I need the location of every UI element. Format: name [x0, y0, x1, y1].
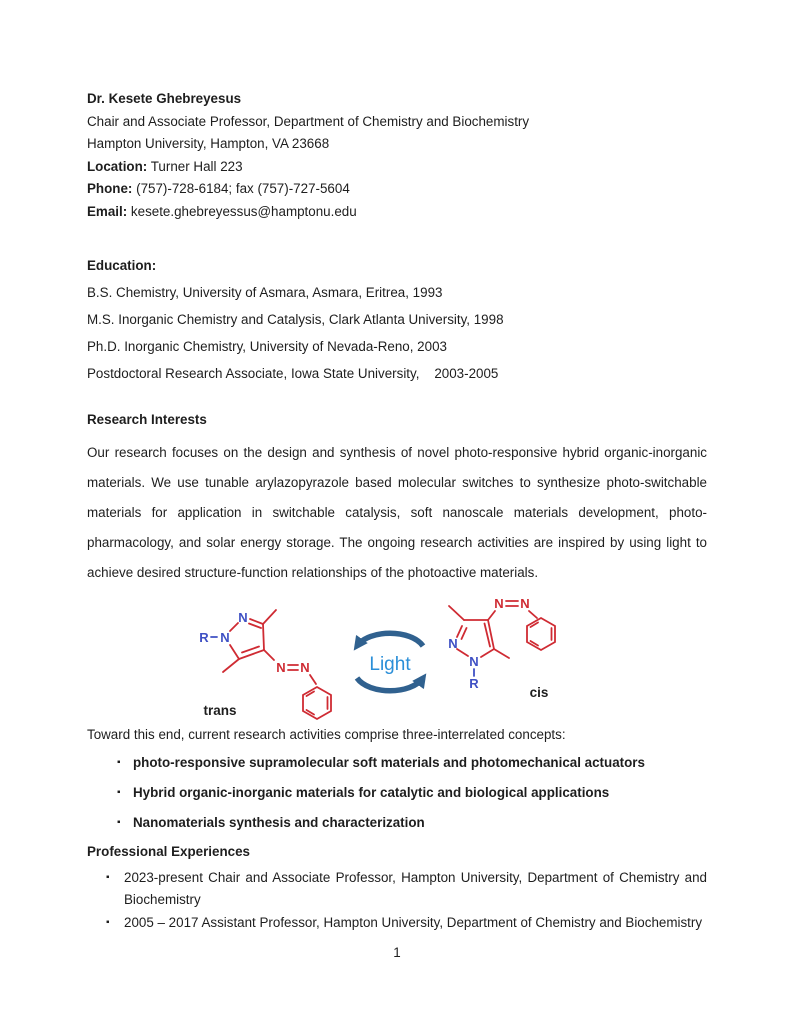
atom-n-label: N — [520, 596, 530, 611]
location-label: Location: — [87, 158, 148, 174]
education-item: M.S. Inorganic Chemistry and Catalysis, Clark Atlanta University, 1998 — [87, 312, 504, 327]
education-section — [87, 252, 707, 387]
bullet-icon: ▪ — [117, 817, 121, 828]
experience-item — [87, 912, 707, 935]
atom-r-label: R — [199, 630, 209, 645]
phone-value: (757)-728-6184; fax (757)-727-5604 — [136, 181, 350, 196]
atom-n-label: N — [276, 660, 286, 675]
light-cycle-arrows — [357, 633, 423, 691]
atom-n-label: N — [448, 636, 458, 651]
trans-structure — [199, 610, 331, 719]
experience-item — [87, 867, 707, 912]
education-item: Postdoctoral Research Associate, Iowa State University, 2003-2005 — [87, 366, 499, 381]
atom-n-label: N — [238, 610, 248, 625]
concept-text: photo-responsive supramolecular soft materials and photomechanical actuators — [133, 755, 645, 770]
education-heading: Education: — [87, 258, 157, 273]
education-item: Ph.D. Inorganic Chemistry, University of Nevada-Reno, 2003 — [87, 339, 447, 354]
atom-n-label: N — [300, 660, 310, 675]
person-title: Chair and Associate Professor, Department of Chemistry and Biochemistry — [87, 113, 530, 129]
bullet-icon: ▪ — [117, 757, 121, 768]
bullet-icon: ▪ — [117, 787, 121, 798]
atom-n-label: N — [469, 654, 479, 669]
concept-text: Nanomaterials synthesis and characterization — [133, 815, 425, 830]
photoswitch-figure — [151, 590, 707, 722]
concept-item — [87, 778, 707, 808]
bullet-icon: ▪ — [106, 916, 110, 928]
person-name: Dr. Kesete Ghebreyesus — [87, 91, 242, 106]
arrow-bottom — [357, 678, 423, 691]
experience-list — [87, 867, 707, 935]
arrow-top — [357, 633, 423, 646]
page-number: 1 — [393, 945, 401, 960]
concepts-intro: Toward this end, current research activities comprise three-interrelated concepts: — [87, 727, 566, 742]
email-value: kesete.ghebreyessus@hamptonu.edu — [130, 203, 357, 219]
concept-item — [87, 808, 707, 838]
light-label: Light — [369, 654, 411, 675]
research-interests-paragraph: Our research focuses on the design and synthesis of novel photo-responsive hybrid organic-inorganic materials. We use tunable arylazopyrazole based molecular switches to synthesize photo-switchable materials for application in switchable catalysis, soft nanoscale materials development, photo-pharmacology, and solar energy storage. The ongoing research activities are inspired by using light to achieve desired structure-function relationships of the photoactive materials. — [87, 445, 707, 580]
molecular-switch-diagram — [151, 590, 621, 722]
location-value: Turner Hall 223 — [150, 158, 243, 174]
research-interests-heading: Research Interests — [87, 412, 207, 427]
institution-line: Hampton University, Hampton, VA 23668 — [87, 136, 330, 151]
research-interests-section — [87, 406, 707, 588]
experience-text: 2005 – 2017 Assistant Professor, Hampton University, Department of Chemistry and Biochemistry — [124, 914, 703, 930]
cis-structure — [448, 596, 555, 700]
concept-text: Hybrid organic-inorganic materials for catalytic and biological applications — [133, 785, 610, 800]
phone-label: Phone: — [87, 181, 133, 196]
concept-item — [87, 748, 707, 778]
email-label: Email: — [87, 203, 128, 219]
atom-n-label: N — [494, 596, 504, 611]
phone-line — [87, 178, 707, 201]
email-line — [87, 201, 707, 224]
professional-experiences-section — [87, 841, 707, 934]
education-item: B.S. Chemistry, University of Asmara, Asmara, Eritrea, 1993 — [87, 285, 443, 300]
atom-n-label: N — [220, 630, 230, 645]
cis-label: cis — [529, 685, 549, 700]
professional-experiences-heading: Professional Experiences — [87, 844, 250, 859]
atom-r-label: R — [469, 676, 479, 691]
location-line — [87, 156, 707, 179]
trans-label: trans — [203, 703, 237, 718]
bullet-icon: ▪ — [106, 871, 110, 883]
contact-block — [87, 88, 707, 223]
experience-text: 2023-present Chair and Associate Professor, Hampton University, Department of Chemistry and Biochemistry — [124, 869, 707, 907]
concepts-list — [87, 748, 707, 838]
